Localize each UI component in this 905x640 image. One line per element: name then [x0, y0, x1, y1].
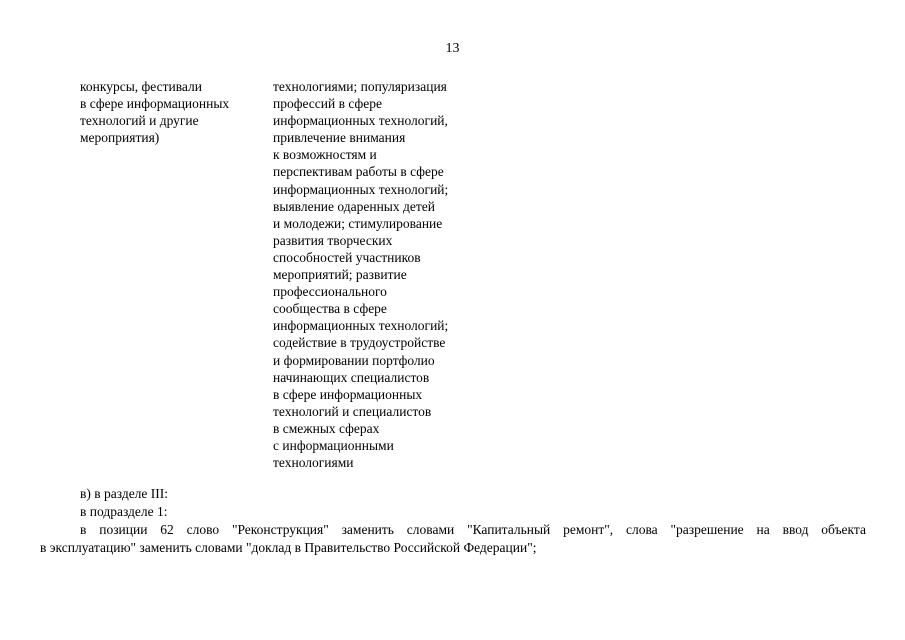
table-cell-line: содействие в трудоустройстве: [273, 335, 446, 351]
table-cell-line: мероприятий; развитие: [273, 267, 407, 283]
table-cell-line: информационных технологий;: [273, 318, 449, 334]
table-cell-line: перспективам работы в сфере: [273, 164, 444, 180]
table-cell-line: технологиями: [273, 455, 354, 471]
table-cell-line: привлечение внимания: [273, 130, 406, 146]
subsection-heading-paragraph: в подразделе 1:: [80, 504, 168, 519]
table-cell-line: начинающих специалистов: [273, 369, 430, 385]
table-cell-line: в смежных сферах: [273, 420, 380, 436]
table-cell-line: технологий и другие: [80, 113, 199, 129]
amendment-line-1: в позиции 62 слово "Реконструкция" заменить словами "Капитальный ремонт", слова "разрешение на ввод объекта: [80, 522, 866, 537]
amendment-paragraph: [40, 521, 866, 557]
table-cell-line: и молодежи; стимулирование: [273, 215, 443, 231]
table-cell-right: [273, 78, 493, 471]
table-cell-line: способностей участников: [273, 249, 421, 265]
table-cell-line: с информационными: [273, 437, 394, 453]
table-cell-line: профессионального: [273, 284, 387, 300]
table-cell-line: технологиями; популяризация: [273, 79, 447, 94]
page-number: 13: [445, 41, 460, 56]
table-cell-line: информационных технологий;: [273, 181, 449, 197]
table-cell-line: конкурсы, фестивали: [80, 79, 202, 94]
table-cell-line: сообщества в сфере: [273, 301, 387, 317]
table-cell-line: выявление одаренных детей: [273, 198, 435, 214]
table-cell-line: информационных технологий,: [273, 113, 448, 129]
table-cell-line: к возможностям и: [273, 147, 377, 163]
table-cell-line: технологий и специалистов: [273, 403, 432, 419]
table-cell-line: развития творческих: [273, 232, 393, 248]
table-cell-line: в сфере информационных: [80, 96, 230, 112]
table-cell-line: профессий в сфере: [273, 96, 382, 112]
table-cell-line: мероприятия): [80, 130, 160, 146]
table-cell-line: и формировании портфолио: [273, 352, 435, 368]
table-cell-line: в сфере информационных: [273, 386, 423, 402]
table-cell-left: [80, 78, 260, 146]
amendment-line-2: в эксплуатацию" заменить словами "доклад в Правительство Российской Федерации";: [40, 540, 537, 555]
section-heading-paragraph: в) в разделе III:: [80, 486, 169, 501]
